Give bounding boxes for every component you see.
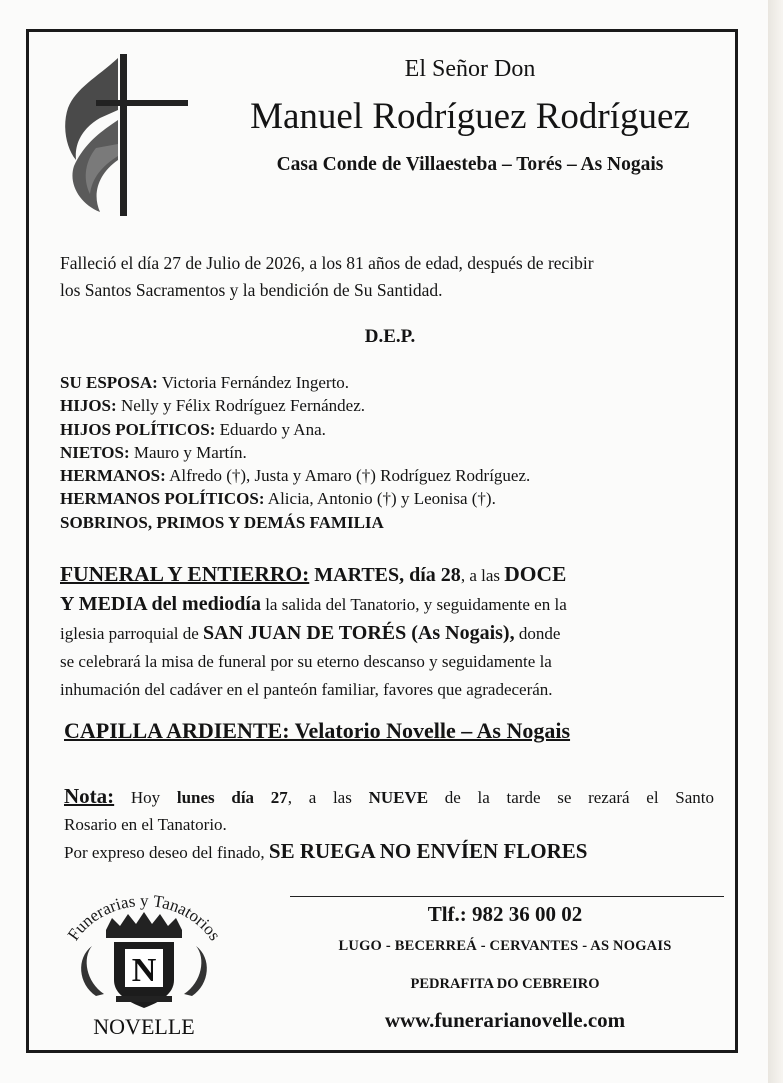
family-label: SOBRINOS, PRIMOS Y DEMÁS FAMILIA (60, 512, 384, 532)
family-row (60, 371, 740, 394)
deceased-name: Manuel Rodríguez Rodríguez (250, 96, 690, 137)
intro-line: los Santos Sacramentos y la bendición de Su Santidad. (60, 280, 443, 300)
family-value: Mauro y Martín. (129, 442, 247, 462)
pretitle: El Señor Don (404, 56, 536, 82)
novelle-logo (44, 884, 244, 1044)
family-label: HIJOS: (60, 396, 117, 416)
church-name: SAN JUAN DE TORÉS (As Nogais), (203, 622, 515, 644)
funeral-line (60, 590, 732, 619)
funeral-day: MARTES, día 28 (309, 564, 461, 586)
note-label: Nota: (64, 784, 115, 808)
family-label: HIJOS POLÍTICOS: (60, 419, 216, 439)
website-link[interactable]: www.funerarianovelle.com (384, 1008, 626, 1032)
funeral-line: se celebrará la misa de funeral por su eterno descanso y seguidamente la (60, 652, 552, 671)
family-value: Victoria Fernández Ingerto. (157, 373, 350, 392)
note-text: Hoy (114, 788, 177, 807)
note-text: Por expreso deseo del finado, (64, 843, 269, 862)
chapel-heading: CAPILLA ARDIENTE: Velatorio Novelle – As Nogais (64, 718, 571, 743)
family-value: Nelly y Félix Rodríguez Fernández. (116, 396, 366, 416)
dep-heading: D.E.P. (364, 326, 416, 347)
locations-2: PEDRAFITA DO CEBREIRO (410, 976, 600, 992)
funeral-at: , a las (460, 566, 505, 585)
family-label: HERMANOS POLÍTICOS: (60, 489, 265, 509)
family-row (60, 464, 740, 487)
funeral-line (60, 619, 732, 648)
funeral-time-2: Y MEDIA del mediodía (60, 593, 261, 615)
family-label: HERMANOS: (60, 466, 166, 486)
funeral-line (60, 560, 732, 590)
family-row (60, 394, 740, 417)
family-label: SU ESPOSA: (60, 373, 158, 392)
note-text: de la tarde se rezará el Santo (428, 788, 714, 807)
intro-paragraph (60, 250, 720, 304)
family-label: NIETOS: (60, 442, 130, 462)
funeral-label: FUNERAL Y ENTIERRO: (60, 562, 310, 586)
divider (290, 896, 724, 897)
family-list (60, 371, 740, 534)
note-day: lunes día 27 (176, 788, 288, 807)
logo-brand: NOVELLE (93, 1014, 195, 1039)
note-paragraph (64, 783, 714, 866)
funeral-text: la salida del Tanatorio, y seguidamente en la (260, 595, 567, 614)
family-row (60, 418, 740, 441)
note-line: Rosario en el Tanatorio. (64, 815, 227, 834)
house-location: Casa Conde de Villaesteba – Torés – As Nogais (276, 154, 664, 175)
logo-arc-text: Funerarias y Tanatorios (63, 890, 225, 944)
note-line (64, 838, 714, 866)
cross-flame-icon (56, 48, 194, 220)
family-value: Alfredo (†), Justa y Amaro (†) Rodríguez Rodríguez. (165, 466, 531, 486)
funeral-line: inhumación del cadáver en el panteón familiar, favores que agradecerán. (60, 680, 553, 699)
note-line (64, 783, 714, 811)
note-time: NUEVE (368, 788, 429, 807)
family-row (60, 487, 740, 510)
family-value: Eduardo y Ana. (215, 419, 326, 439)
no-flowers-request: SE RUEGA NO ENVÍEN FLORES (268, 839, 588, 863)
family-value: Alicia, Antonio (†) y Leonisa (†). (264, 489, 496, 509)
page-edge (768, 0, 783, 1083)
funeral-time: DOCE (504, 562, 567, 586)
phone-number: Tlf.: 982 36 00 02 (427, 902, 583, 926)
locations: LUGO - BECERREÁ - CERVANTES - AS NOGAIS (338, 938, 672, 954)
funeral-text: iglesia parroquial de (60, 624, 204, 643)
family-row (60, 441, 740, 464)
logo-letter: N (131, 952, 157, 989)
funeral-paragraph (60, 560, 732, 704)
family-row (60, 511, 740, 534)
funeral-text: donde (514, 624, 561, 643)
intro-line: Falleció el día 27 de Julio de 2026, a los 81 años de edad, después de recibir (60, 253, 594, 273)
note-text: , a las (287, 788, 369, 807)
